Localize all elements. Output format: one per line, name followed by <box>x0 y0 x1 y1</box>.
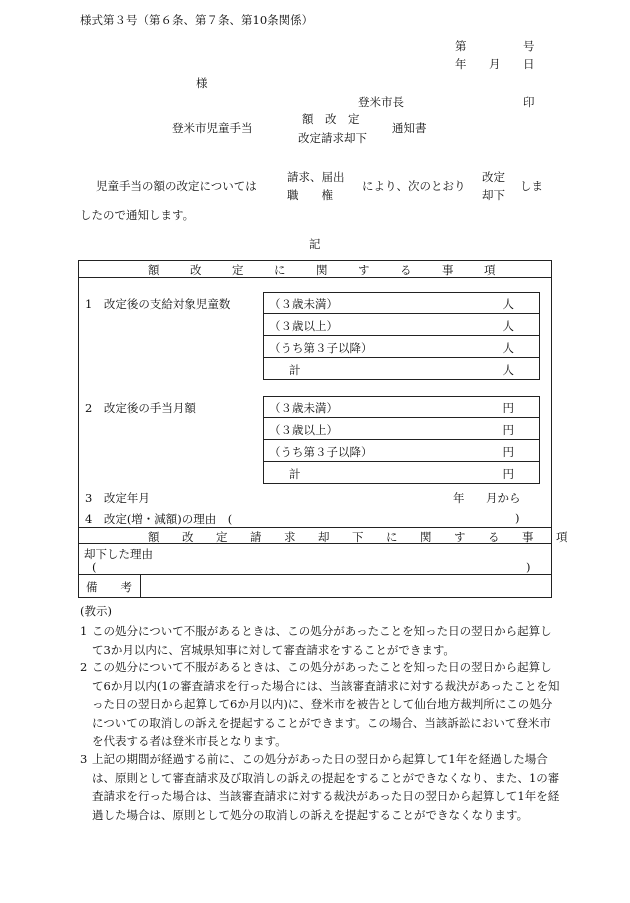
row-unit: 円 <box>502 445 514 459</box>
row-label: （うち第３子以降） <box>269 341 373 355</box>
divider <box>78 527 552 528</box>
notes-heading: (教示) <box>80 604 112 618</box>
reject-reason-close: ) <box>526 560 531 574</box>
item4-label: 4 改定(増・減額)の理由 ( <box>85 512 233 526</box>
row-label: 計 <box>289 363 301 377</box>
table-row <box>263 292 540 314</box>
row-label: 計 <box>289 467 301 481</box>
table-row <box>263 336 540 358</box>
note-number: 2 <box>80 660 88 674</box>
item2-label: 2 改定後の手当月額 <box>85 401 196 415</box>
row-unit: 人 <box>502 319 514 333</box>
issuer: 登米市長 <box>358 95 404 109</box>
ki-label: 記 <box>309 237 321 251</box>
table-row <box>263 314 540 336</box>
row-unit: 人 <box>502 341 514 355</box>
title-left: 登米市児童手当 <box>172 121 253 135</box>
title-option-top: 額 改 定 <box>302 112 360 126</box>
date-day: 日 <box>523 57 535 71</box>
note-item <box>80 658 560 751</box>
row-label: （３歳未満） <box>269 297 338 311</box>
row-unit: 円 <box>502 423 514 437</box>
date-year: 年 <box>455 57 467 71</box>
table-row <box>263 418 540 440</box>
row-unit: 人 <box>502 297 514 311</box>
row-label: （うち第３子以降） <box>269 445 373 459</box>
row-unit: 円 <box>502 467 514 481</box>
divider <box>140 574 141 598</box>
form-label: 様式第３号（第６条、第７条、第10条関係） <box>80 13 314 27</box>
section1-heading: 額改定に関する事項 <box>148 263 526 277</box>
intro-option2-top: 改定 <box>482 170 505 184</box>
intro-line2: したので通知します。 <box>80 208 195 222</box>
intro-part3: しま <box>520 179 543 193</box>
table-row <box>263 396 540 418</box>
addressee-suffix: 様 <box>196 76 208 90</box>
reject-reason-open: ( <box>92 560 97 574</box>
intro-option1-top: 請求、届出 <box>287 170 345 184</box>
intro-option1-bottom: 職 権 <box>287 188 333 202</box>
row-unit: 人 <box>502 363 514 377</box>
table-row <box>263 462 540 484</box>
table-row <box>263 358 540 380</box>
note-text: この処分について不服があるときは、この処分があったことを知った日の翌日から起算して3か月以内に、宮城県知事に対して審査請求をすることができます。 <box>92 624 552 657</box>
date-month: 月 <box>489 57 501 71</box>
note-item <box>80 622 560 659</box>
note-item <box>80 750 560 824</box>
number-prefix: 第 <box>455 39 467 53</box>
intro-part1: 児童手当の額の改定については <box>96 179 257 193</box>
reject-reason-label: 却下した理由 <box>84 547 153 561</box>
row-label: （３歳以上） <box>269 319 338 333</box>
title-option-bottom: 改定請求却下 <box>298 131 367 145</box>
row-label: （３歳以上） <box>269 423 338 437</box>
intro-option2-bottom: 却下 <box>482 188 505 202</box>
note-text: この処分について不服があるときは、この処分があったことを知った日の翌日から起算して6か月以内(1の審査請求を行った場合には、当該審査請求に対する裁決があったことを知った日の翌日から起算して6か月以内)に、登米市を被告として仙台地方裁判所にこの処分についての取消しの訴えを提起することができます。この場合、当該訴訟において登米市を代表する者は登米市長となります。 <box>92 660 560 748</box>
number-suffix: 号 <box>523 39 535 53</box>
note-text: 上記の期間が経過する前に、この処分があった日の翌日から起算して1年を経過した場合は、原則として審査請求及び取消しの訴えの提起をすることができなくなり、また、1の審査請求を行った場合は、当該審査請求に対する裁決があった日の翌日から起算して1年を経過した場合は、原則として処分の取消しの訴えを提起することができなくなります。 <box>92 752 560 822</box>
item3-year: 年 <box>453 491 465 505</box>
divider <box>78 574 552 575</box>
seal-mark: 印 <box>523 95 535 109</box>
note-number: 1 <box>80 624 88 638</box>
item3-month-from: 月から <box>486 491 521 505</box>
item1-label: 1 改定後の支給対象児童数 <box>85 297 231 311</box>
title-right: 通知書 <box>392 121 427 135</box>
row-unit: 円 <box>502 401 514 415</box>
remarks-label: 備 考 <box>86 580 132 594</box>
item3-label: 3 改定年月 <box>85 491 150 505</box>
table-row <box>263 440 540 462</box>
item4-close: ) <box>515 511 520 525</box>
section2-heading: 額改定請求却下に関する事項 <box>148 530 590 544</box>
intro-part2: により、次のとおり <box>362 179 466 193</box>
row-label: （３歳未満） <box>269 401 338 415</box>
note-number: 3 <box>80 752 88 766</box>
